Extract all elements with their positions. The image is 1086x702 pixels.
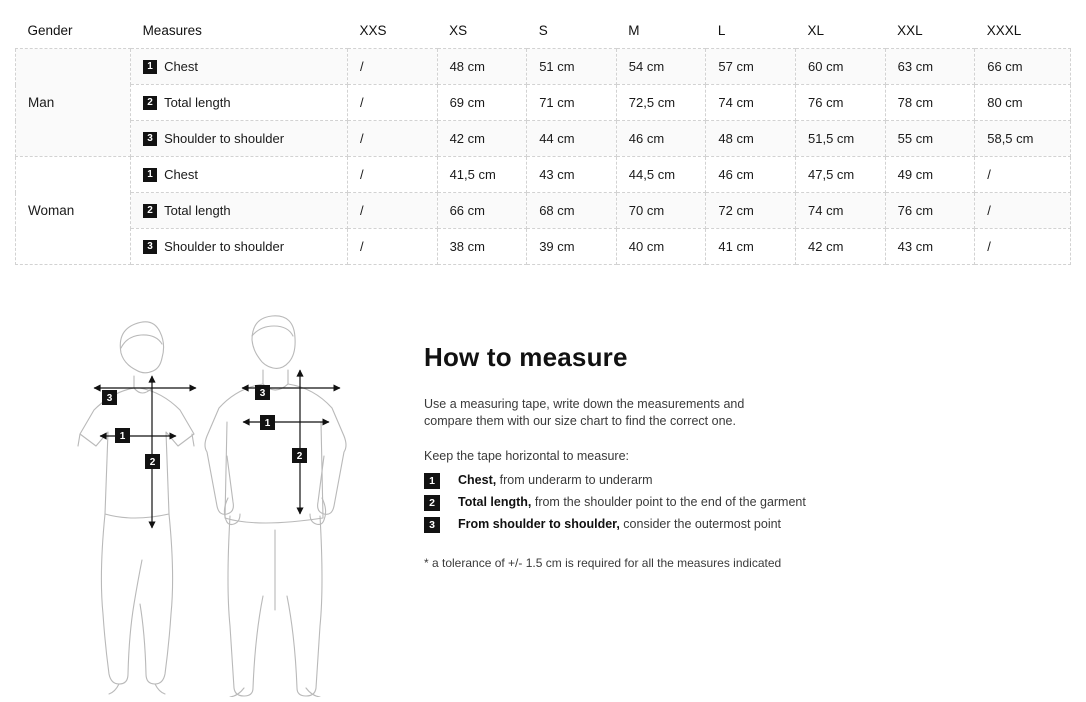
column-header-xxl: XXL [885, 12, 975, 49]
measure-number-badge: 2 [424, 495, 440, 511]
table-row [16, 157, 1071, 193]
measure-definitions-list [424, 473, 1024, 533]
table-row [16, 193, 1071, 229]
value-cell: 69 cm [437, 85, 527, 121]
value-cell: 47,5 cm [796, 157, 886, 193]
gender-cell-man: Man [16, 49, 131, 157]
value-cell: 44,5 cm [616, 157, 706, 193]
measure-label: Total length [164, 203, 231, 218]
column-header-m: M [616, 12, 706, 49]
value-cell: 42 cm [437, 121, 527, 157]
man-figure [205, 316, 346, 697]
measure-definition-rest: consider the outermost point [619, 517, 782, 531]
measure-cell [131, 49, 348, 85]
value-cell: / [975, 157, 1071, 193]
measure-cell [131, 193, 348, 229]
measure-cell [131, 229, 348, 265]
size-chart [15, 12, 1071, 265]
measure-label: Shoulder to shoulder [164, 239, 285, 254]
value-cell: / [347, 157, 437, 193]
measure-label: Shoulder to shoulder [164, 131, 285, 146]
value-cell: 43 cm [885, 229, 975, 265]
measure-definition-rest: from the shoulder point to the end of the garment [531, 495, 806, 509]
value-cell: 49 cm [885, 157, 975, 193]
value-cell: 72 cm [706, 193, 796, 229]
measure-definition-rest: from underarm to underarm [496, 473, 653, 487]
measure-number-badge: 1 [143, 60, 157, 74]
man-measure-badges [255, 385, 307, 463]
value-cell: 42 cm [796, 229, 886, 265]
keep-tape-note: Keep the tape horizontal to measure: [424, 449, 629, 463]
table-row [16, 229, 1071, 265]
table-row [16, 85, 1071, 121]
measure-definition-text [458, 517, 781, 531]
gender-cell-woman: Woman [16, 157, 131, 265]
value-cell: 66 cm [975, 49, 1071, 85]
table-row [16, 121, 1071, 157]
value-cell: 72,5 cm [616, 85, 706, 121]
list-item [424, 473, 1024, 489]
value-cell: 78 cm [885, 85, 975, 121]
column-header-xs: XS [437, 12, 527, 49]
value-cell: 66 cm [437, 193, 527, 229]
value-cell: 70 cm [616, 193, 706, 229]
how-to-measure-intro [424, 397, 754, 428]
badge-shoulder-man: 3 [259, 388, 266, 399]
measure-number-badge: 3 [143, 132, 157, 146]
badge-shoulder-woman: 3 [106, 393, 113, 404]
value-cell: 46 cm [706, 157, 796, 193]
measure-definition-term: Total length, [458, 495, 532, 509]
measure-definition-term: From shoulder to shoulder, [458, 517, 620, 531]
value-cell: 46 cm [616, 121, 706, 157]
value-cell: 44 cm [527, 121, 617, 157]
value-cell: 74 cm [796, 193, 886, 229]
badge-chest-man: 1 [264, 418, 271, 429]
value-cell: 41 cm [706, 229, 796, 265]
woman-measure-badges [102, 390, 160, 469]
value-cell: 68 cm [527, 193, 617, 229]
list-item [424, 517, 1024, 533]
value-cell: 60 cm [796, 49, 886, 85]
value-cell: 76 cm [885, 193, 975, 229]
badge-length-man: 2 [296, 451, 303, 462]
measure-number-badge: 3 [424, 517, 440, 533]
value-cell: 54 cm [616, 49, 706, 85]
measure-label: Chest [164, 59, 199, 74]
measure-cell [131, 85, 348, 121]
value-cell: 43 cm [527, 157, 617, 193]
value-cell: 63 cm [885, 49, 975, 85]
value-cell: / [347, 193, 437, 229]
value-cell: 51 cm [527, 49, 617, 85]
value-cell: 51,5 cm [796, 121, 886, 157]
tolerance-note: * a tolerance of +/- 1.5 cm is required for all the measures indicated [424, 556, 782, 570]
size-chart-table [15, 12, 1071, 265]
badge-length-woman: 2 [149, 457, 156, 468]
measure-cell [131, 121, 348, 157]
table-row [16, 49, 1071, 85]
value-cell: / [347, 49, 437, 85]
value-cell: 38 cm [437, 229, 527, 265]
measure-cell [131, 157, 348, 193]
measure-number-badge: 2 [143, 204, 157, 218]
value-cell: 80 cm [975, 85, 1071, 121]
column-header-xxs: XXS [347, 12, 437, 49]
measurement-illustration [60, 300, 400, 697]
value-cell: / [347, 121, 437, 157]
value-cell: / [975, 229, 1071, 265]
value-cell: 57 cm [706, 49, 796, 85]
measure-number-badge: 1 [143, 168, 157, 182]
value-cell: 48 cm [437, 49, 527, 85]
column-header-xl: XL [796, 12, 886, 49]
how-to-measure-panel [424, 342, 1024, 570]
value-cell: / [347, 85, 437, 121]
table-header-row [16, 12, 1071, 49]
value-cell: 55 cm [885, 121, 975, 157]
how-to-measure-title: How to measure [424, 342, 628, 372]
column-header-s: S [527, 12, 617, 49]
intro-line-1: Use a measuring tape, write down the measurements and [424, 397, 745, 411]
woman-figure [78, 322, 194, 694]
table-header [16, 12, 1071, 49]
measure-definition-text [458, 473, 653, 487]
column-header-measures: Measures [131, 12, 348, 49]
value-cell: 41,5 cm [437, 157, 527, 193]
value-cell: 39 cm [527, 229, 617, 265]
value-cell: 71 cm [527, 85, 617, 121]
badge-chest-woman: 1 [119, 431, 126, 442]
measure-number-badge: 3 [143, 240, 157, 254]
value-cell: 48 cm [706, 121, 796, 157]
value-cell: 58,5 cm [975, 121, 1071, 157]
table-body [16, 49, 1071, 265]
measure-number-badge: 1 [424, 473, 440, 489]
figures-svg [60, 300, 400, 697]
column-header-gender: Gender [16, 12, 131, 49]
column-header-l: L [706, 12, 796, 49]
list-item [424, 495, 1024, 511]
column-header-xxxl: XXXL [975, 12, 1071, 49]
value-cell: / [975, 193, 1071, 229]
measure-definition-term: Chest, [458, 473, 497, 487]
measure-label: Total length [164, 95, 231, 110]
intro-line-2: compare them with our size chart to find the correct one. [424, 414, 736, 428]
measure-label: Chest [164, 167, 199, 182]
value-cell: 76 cm [796, 85, 886, 121]
value-cell: 74 cm [706, 85, 796, 121]
value-cell: / [347, 229, 437, 265]
measure-definition-text [458, 495, 806, 509]
value-cell: 40 cm [616, 229, 706, 265]
measure-number-badge: 2 [143, 96, 157, 110]
